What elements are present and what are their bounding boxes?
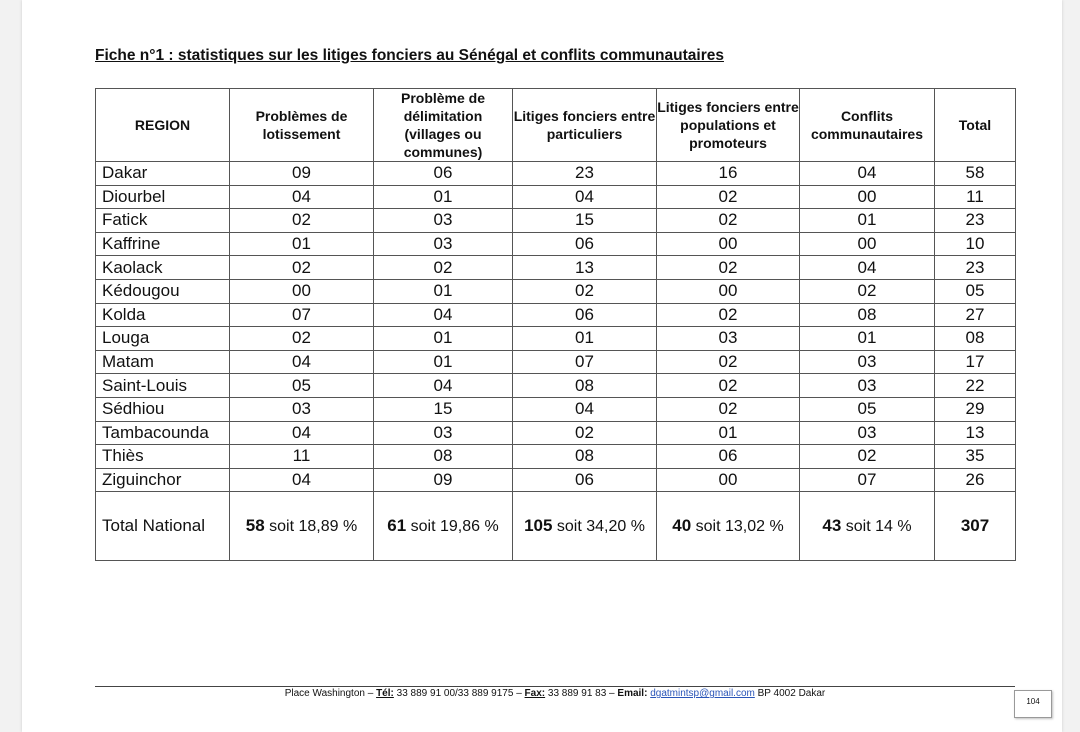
cell-delimitation: 08: [374, 445, 513, 469]
cell-total: 58: [935, 162, 1016, 186]
cell-delimitation: 03: [374, 421, 513, 445]
cell-conflits: 07: [800, 468, 935, 492]
table-row: [96, 303, 1016, 327]
footer-address: Place Washington –: [284, 688, 377, 699]
cell-particuliers: 06: [513, 303, 657, 327]
cell-delimitation: 01: [374, 185, 513, 209]
header-region: REGION: [96, 89, 230, 162]
cell-region: Kaolack: [96, 256, 230, 280]
cell-delimitation: 03: [374, 209, 513, 233]
header-promoteurs: Litiges fonciers entre populations et promoteurs: [657, 89, 800, 162]
table-row: [96, 256, 1016, 280]
cell-particuliers: 04: [513, 185, 657, 209]
cell-promoteurs: 01: [657, 421, 800, 445]
total-cell-particuliers: 105 soit 34,20 %: [513, 492, 657, 561]
cell-promoteurs: 02: [657, 303, 800, 327]
cell-total: 05: [935, 279, 1016, 303]
table-row: [96, 209, 1016, 233]
cell-total: 13: [935, 421, 1016, 445]
cell-total: 10: [935, 232, 1016, 256]
cell-lotissement: 07: [230, 303, 374, 327]
page-number: 104: [1014, 690, 1052, 718]
cell-particuliers: 23: [513, 162, 657, 186]
cell-conflits: 04: [800, 162, 935, 186]
cell-promoteurs: 02: [657, 350, 800, 374]
footer-email-link[interactable]: dgatmintsp@gmail.com: [650, 688, 755, 699]
cell-promoteurs: 06: [657, 445, 800, 469]
cell-promoteurs: 16: [657, 162, 800, 186]
cell-delimitation: 04: [374, 374, 513, 398]
cell-delimitation: 06: [374, 162, 513, 186]
cell-lotissement: 09: [230, 162, 374, 186]
document-title: Fiche n°1 : statistiques sur les litiges fonciers au Sénégal et conflits communautaires: [95, 47, 724, 64]
cell-delimitation: 01: [374, 350, 513, 374]
cell-conflits: 03: [800, 350, 935, 374]
table-row: [96, 162, 1016, 186]
footer-tel: 33 889 91 00/33 889 9175 –: [393, 688, 525, 699]
cell-lotissement: 04: [230, 468, 374, 492]
cell-delimitation: 04: [374, 303, 513, 327]
document-page: [22, 0, 1062, 732]
table-row: [96, 397, 1016, 421]
footer-email-label: Email:: [617, 688, 648, 699]
table-row: [96, 350, 1016, 374]
cell-conflits: 01: [800, 209, 935, 233]
cell-delimitation: 01: [374, 327, 513, 351]
cell-conflits: 01: [800, 327, 935, 351]
header-delimitation: Problème de délimitation (villages ou communes): [374, 89, 513, 162]
cell-region: Louga: [96, 327, 230, 351]
cell-lotissement: 04: [230, 421, 374, 445]
cell-promoteurs: 02: [657, 374, 800, 398]
cell-region: Kédougou: [96, 279, 230, 303]
cell-promoteurs: 02: [657, 256, 800, 280]
cell-total: 11: [935, 185, 1016, 209]
header-lotissement: Problèmes de lotissement: [230, 89, 374, 162]
cell-particuliers: 02: [513, 421, 657, 445]
footer-bp: BP 4002 Dakar: [754, 688, 826, 699]
cell-total: 23: [935, 209, 1016, 233]
cell-promoteurs: 00: [657, 232, 800, 256]
cell-region: Ziguinchor: [96, 468, 230, 492]
cell-region: Tambacounda: [96, 421, 230, 445]
table-row: [96, 232, 1016, 256]
cell-particuliers: 07: [513, 350, 657, 374]
cell-particuliers: 06: [513, 468, 657, 492]
cell-promoteurs: 00: [657, 468, 800, 492]
cell-lotissement: 00: [230, 279, 374, 303]
cell-total: 26: [935, 468, 1016, 492]
statistics-table: [95, 88, 1016, 561]
cell-particuliers: 01: [513, 327, 657, 351]
header-conflits: Conflits communautaires: [800, 89, 935, 162]
cell-region: Matam: [96, 350, 230, 374]
cell-particuliers: 08: [513, 445, 657, 469]
cell-lotissement: 02: [230, 256, 374, 280]
cell-region: Thiès: [96, 445, 230, 469]
footer-tel-label: Tél:: [376, 688, 394, 699]
cell-particuliers: 15: [513, 209, 657, 233]
footer-fax-label: Fax:: [524, 688, 546, 699]
cell-lotissement: 02: [230, 209, 374, 233]
table-row: [96, 327, 1016, 351]
cell-lotissement: 03: [230, 397, 374, 421]
cell-region: Saint-Louis: [96, 374, 230, 398]
cell-promoteurs: 02: [657, 397, 800, 421]
cell-conflits: 00: [800, 232, 935, 256]
cell-total: 17: [935, 350, 1016, 374]
cell-particuliers: 02: [513, 279, 657, 303]
cell-region: Sédhiou: [96, 397, 230, 421]
cell-total: 35: [935, 445, 1016, 469]
table-row: [96, 468, 1016, 492]
grand-total: 307: [935, 492, 1016, 561]
cell-conflits: 02: [800, 445, 935, 469]
cell-lotissement: 02: [230, 327, 374, 351]
total-label: Total National: [96, 492, 230, 561]
table-row: [96, 279, 1016, 303]
cell-lotissement: 05: [230, 374, 374, 398]
table-row: [96, 185, 1016, 209]
cell-delimitation: 02: [374, 256, 513, 280]
cell-total: 22: [935, 374, 1016, 398]
cell-delimitation: 15: [374, 397, 513, 421]
total-national-row: [96, 492, 1016, 561]
cell-total: 27: [935, 303, 1016, 327]
cell-region: Dakar: [96, 162, 230, 186]
header-total: Total: [935, 89, 1016, 162]
cell-lotissement: 04: [230, 185, 374, 209]
cell-delimitation: 03: [374, 232, 513, 256]
table-row: [96, 445, 1016, 469]
cell-promoteurs: 02: [657, 209, 800, 233]
cell-region: Diourbel: [96, 185, 230, 209]
cell-total: 08: [935, 327, 1016, 351]
cell-promoteurs: 02: [657, 185, 800, 209]
table-row: [96, 374, 1016, 398]
cell-region: Kaffrine: [96, 232, 230, 256]
total-cell-lotissement: 58 soit 18,89 %: [230, 492, 374, 561]
cell-conflits: 05: [800, 397, 935, 421]
table-row: [96, 421, 1016, 445]
cell-conflits: 04: [800, 256, 935, 280]
cell-conflits: 00: [800, 185, 935, 209]
cell-region: Kolda: [96, 303, 230, 327]
cell-conflits: 03: [800, 374, 935, 398]
total-cell-delimitation: 61 soit 19,86 %: [374, 492, 513, 561]
header-particuliers: Litiges fonciers entre particuliers: [513, 89, 657, 162]
cell-particuliers: 06: [513, 232, 657, 256]
cell-region: Fatick: [96, 209, 230, 233]
cell-total: 23: [935, 256, 1016, 280]
footer-divider: [95, 686, 1015, 687]
cell-particuliers: 13: [513, 256, 657, 280]
footer-fax: 33 889 91 83 –: [545, 688, 618, 699]
cell-lotissement: 01: [230, 232, 374, 256]
total-cell-conflits: 43 soit 14 %: [800, 492, 935, 561]
cell-lotissement: 04: [230, 350, 374, 374]
footer-contact: [95, 688, 1015, 699]
cell-promoteurs: 00: [657, 279, 800, 303]
header-row: [96, 89, 1016, 162]
cell-delimitation: 09: [374, 468, 513, 492]
total-cell-promoteurs: 40 soit 13,02 %: [657, 492, 800, 561]
cell-conflits: 08: [800, 303, 935, 327]
cell-total: 29: [935, 397, 1016, 421]
cell-conflits: 02: [800, 279, 935, 303]
cell-conflits: 03: [800, 421, 935, 445]
cell-promoteurs: 03: [657, 327, 800, 351]
cell-particuliers: 08: [513, 374, 657, 398]
cell-lotissement: 11: [230, 445, 374, 469]
cell-delimitation: 01: [374, 279, 513, 303]
cell-particuliers: 04: [513, 397, 657, 421]
